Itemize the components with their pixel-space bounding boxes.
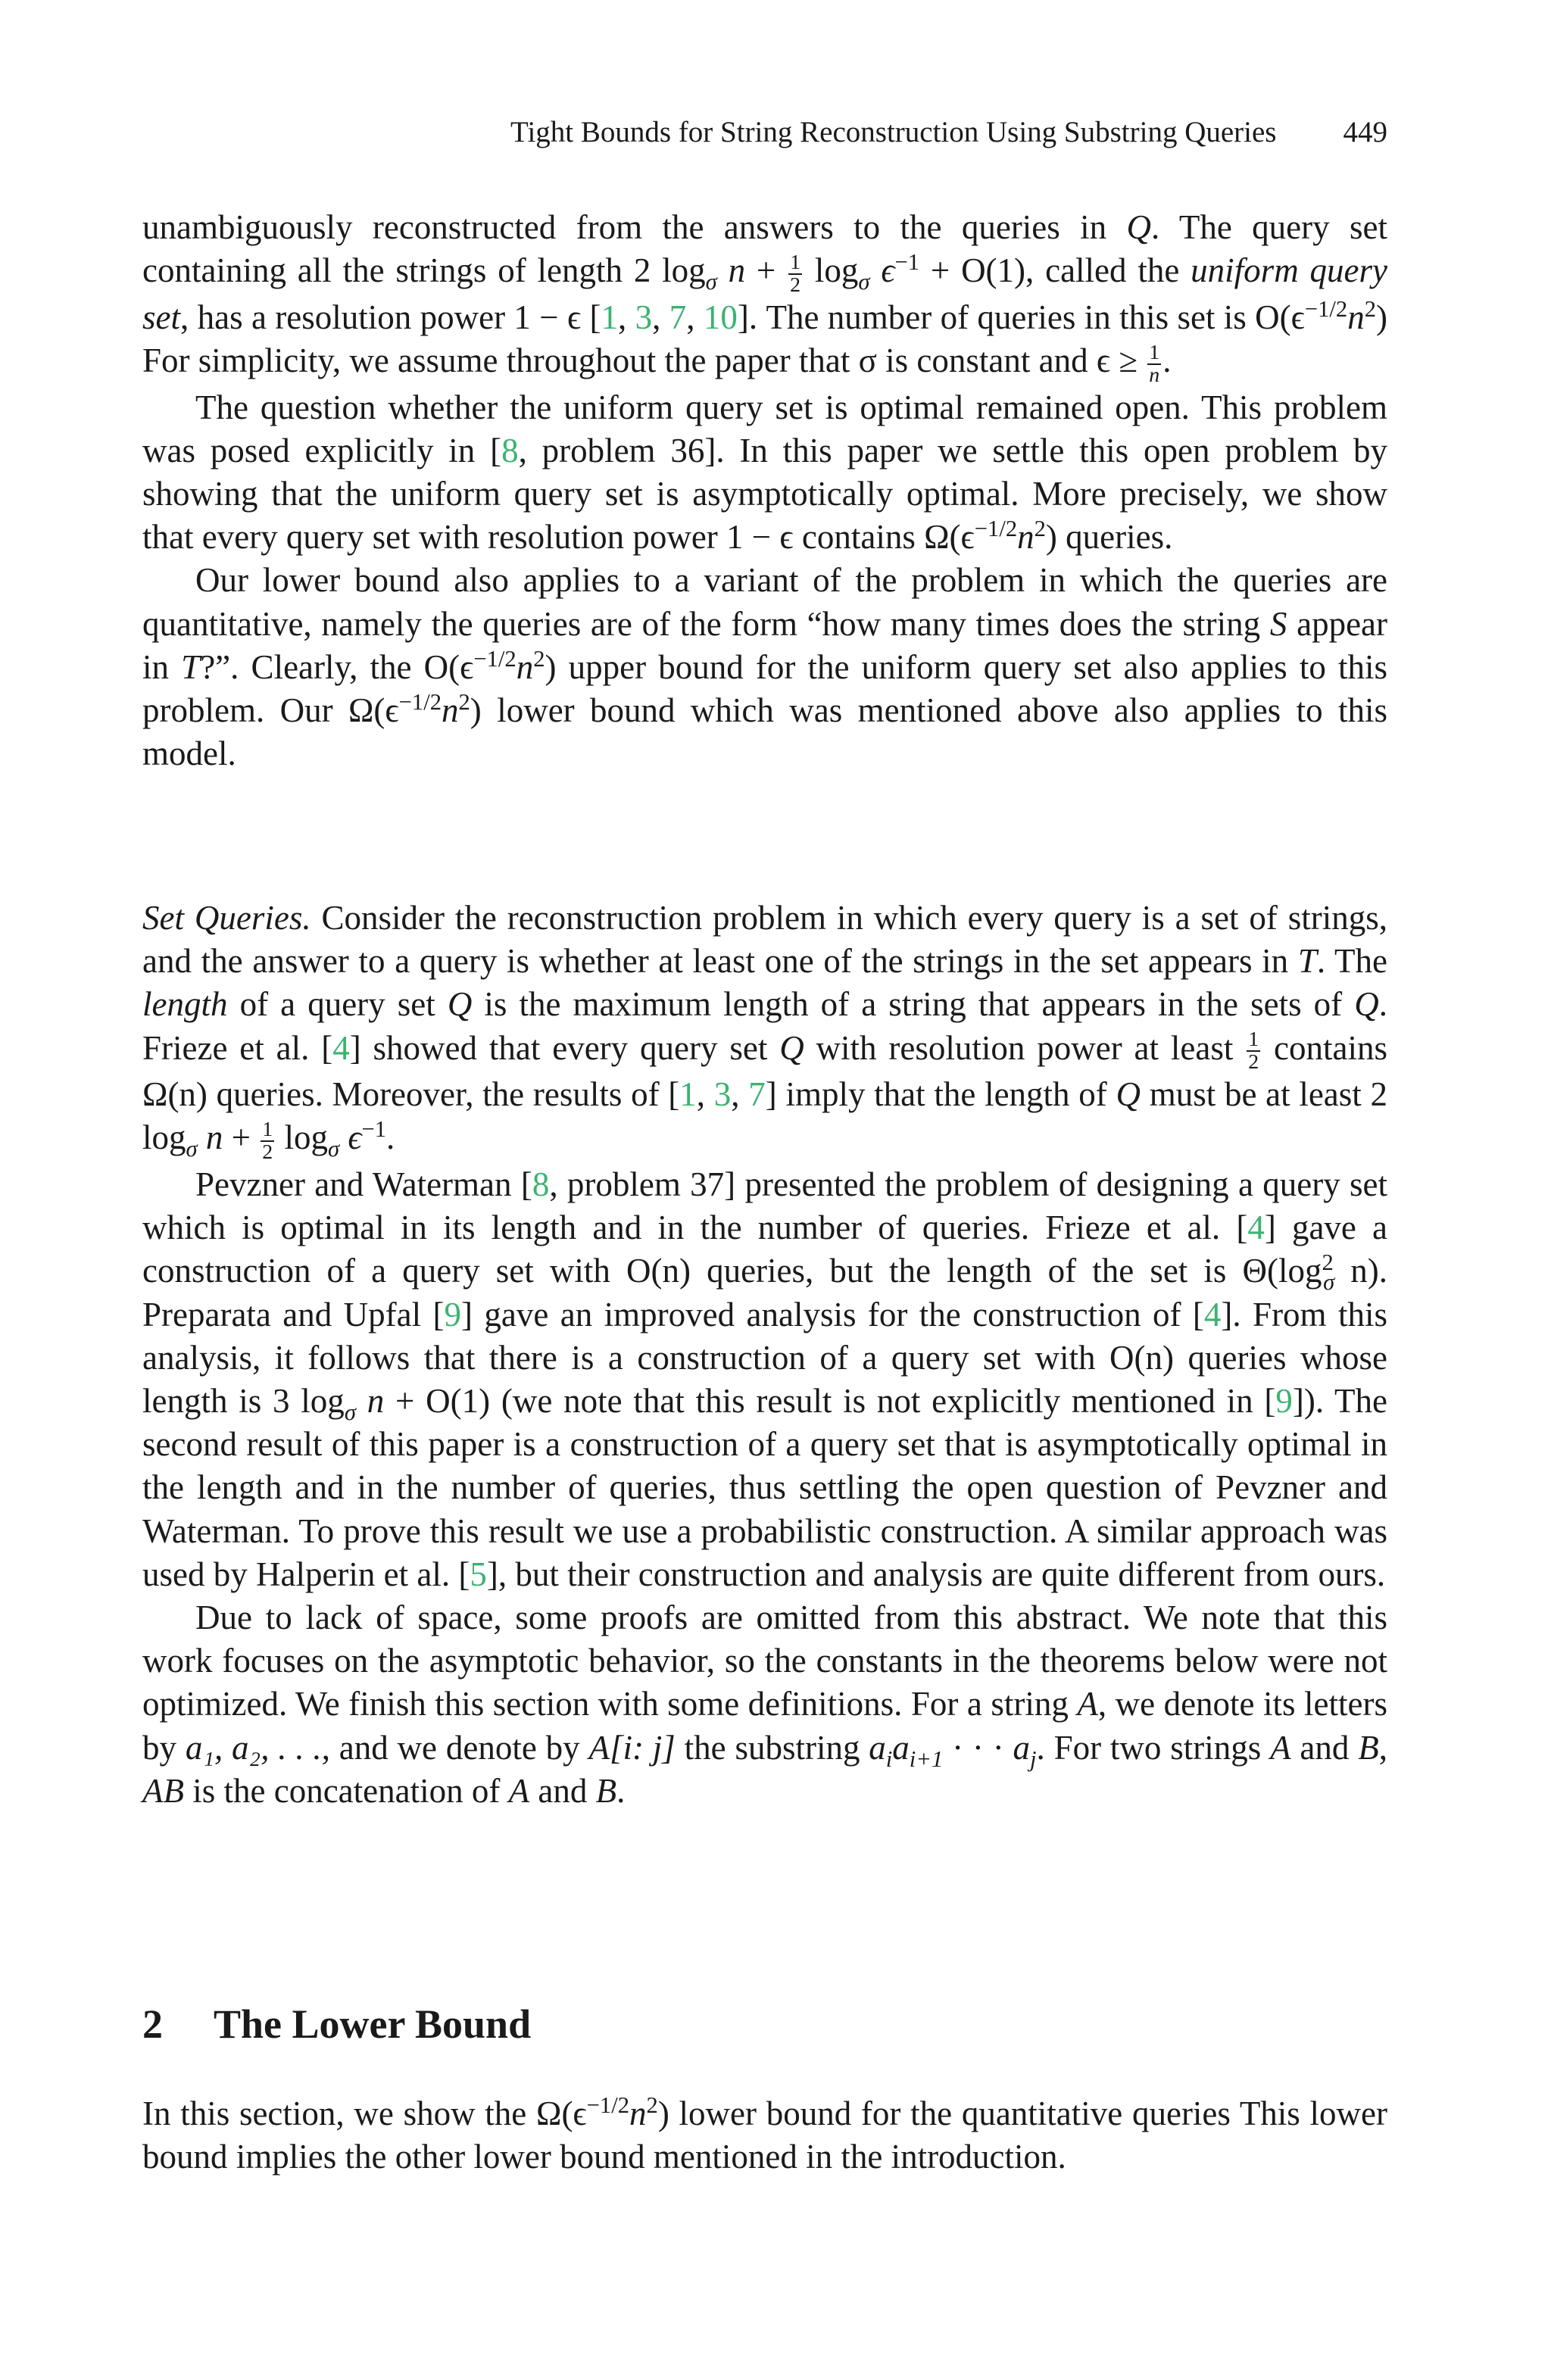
paragraph-2: The question whether the uniform query set is optimal remained open. This problem was posed explicitly in [8, problem 36]. In this paper we settle this open problem by showing that the uniform query set is asymptotically optimal. More precisely, we show that every query set with resolution power 1 − ϵ contains $\Omega(\epsilon^{-1/2}n^2)$ queries.: [142, 388, 1387, 557]
paragraph-heading: Set Queries.: [142, 899, 311, 937]
citation-link[interactable]: 1: [601, 298, 619, 336]
citation-link[interactable]: 7: [748, 1075, 766, 1114]
citation-link[interactable]: 4: [332, 1028, 350, 1067]
body-block-3: [142, 2092, 1387, 2179]
section-heading: [142, 1998, 531, 2051]
paragraph-1: unambiguously reconstructed from the answers to the queries in Q. The query set containing all the strings of length 2 $\log_\sigma n$ + $\frac{1}{2}$ $\log_\sigma \epsilon^{-1} + O(1)$, called the uniform query set, has a resolution power 1 − ϵ [1, 3, 7, 10]. The number of queries in this set is $O(\epsilon^{-1/2}n^2)$ For simplicity, we assume throughout the paper that σ is constant and ϵ ≥ $\frac{1}{n}$.: [142, 208, 1388, 387]
section-title: The Lower Bound: [214, 2001, 532, 2047]
paragraph-set-queries: Set Queries. Consider the reconstruction problem in which every query is a set of strings, and the answer to a query is whether at least one of the strings in the set appears in T. The length of a query set Q is the maximum length of a string that appears in the sets of Q. Frieze et al. [4] showed that every query set Q with resolution power at least $\frac{1}{2}$ contains Ω(n) queries. Moreover, the results of [1, 3, 7] imply that the length of Q must be at least 2 $\log_\sigma n$ + $\frac{1}{2}$ $\log_\sigma \epsilon^{-1}$.: [142, 899, 1388, 1165]
citation-link[interactable]: 10: [703, 298, 738, 336]
running-head: [141, 114, 1387, 151]
paragraph-3: Our lower bound also applies to a variant of the problem in which the queries are quantitative, namely the queries are of the form “how many times does the string S appear in T?”. Clearly, the $O(\epsilon^{-1/2}n^2)$ upper bound for the uniform query set also applies to this problem. Our $\Omega(\epsilon^{-1/2}n^2)$ lower bound which was mentioned above also applies to this model.: [142, 561, 1387, 773]
body-block-2: [142, 897, 1387, 1813]
fraction-one-over-n: $\frac{1}{n}$: [1149, 340, 1160, 387]
paragraph-7: In this section, we show the $\Omega(\epsilon^{-1/2}n^2)$ lower bound for the quantitative queries This lower bound implies the other lower bound mentioned in the introduction.: [142, 2092, 1388, 2176]
citation-link[interactable]: 3: [635, 298, 653, 336]
term-uniform-query-set: uniform query set: [142, 251, 1387, 336]
citation-link[interactable]: 8: [501, 431, 519, 469]
citation-link[interactable]: 3: [713, 1075, 732, 1114]
page-number: 449: [1343, 116, 1387, 148]
fraction-half: $\frac{1}{2}$: [790, 250, 801, 297]
section-number: 2: [142, 2001, 163, 2047]
citation-link[interactable]: 9: [1275, 1381, 1293, 1420]
citation-link[interactable]: 7: [669, 298, 687, 336]
running-title: Tight Bounds for String Reconstruction Using Substring Queries: [510, 116, 1277, 148]
citation-link[interactable]: 1: [679, 1075, 697, 1114]
body-block-1: [142, 206, 1387, 775]
fraction-half: $\frac{1}{2}$: [1248, 1028, 1259, 1075]
citation-link[interactable]: 8: [532, 1165, 550, 1203]
citation-link[interactable]: 4: [1247, 1209, 1265, 1247]
paragraph-5: Pevzner and Waterman [8, problem 37] presented the problem of designing a query set which is optimal in its length and in the number of queries. Frieze et al. [4] gave a construction of a query set with O(n) queries, but the length of the set is $\Theta(\log^2_\sigma$ n). Preparata and Upfal [9] gave an improved analysis for the construction of [4]. From this analysis, it follows that there is a construction of a query set with O(n) queries whose length is 3 $\log_\sigma n + O(1)$ (we note that this result is not explicitly mentioned in [9]). The second result of this paper is a construction of a query set that is asymptotically optimal in the length and in the number of queries, thus settling the open question of Pevzner and Waterman. To prove this result we use a probabilistic construction. A similar approach was used by Halperin et al. [5], but their construction and analysis are quite different from ours.: [142, 1165, 1388, 1593]
citation-link[interactable]: 5: [470, 1555, 487, 1593]
citation-link[interactable]: 4: [1203, 1295, 1222, 1333]
fraction-half: $\frac{1}{2}$: [262, 1118, 273, 1165]
citation-link[interactable]: 9: [444, 1295, 462, 1333]
paragraph-6: Due to lack of space, some proofs are omitted from this abstract. We note that this work focuses on the asymptotic behavior, so the constants in the theorems below were not optimized. We finish this section with some definitions. For a string A, we denote its letters by a₁, a₂, . . ., and we denote by A[i: j] the substring $a_ia_{i+1}$ · · · $a_j$. For two strings A and B, AB is the concatenation of A and B.: [142, 1599, 1387, 1810]
